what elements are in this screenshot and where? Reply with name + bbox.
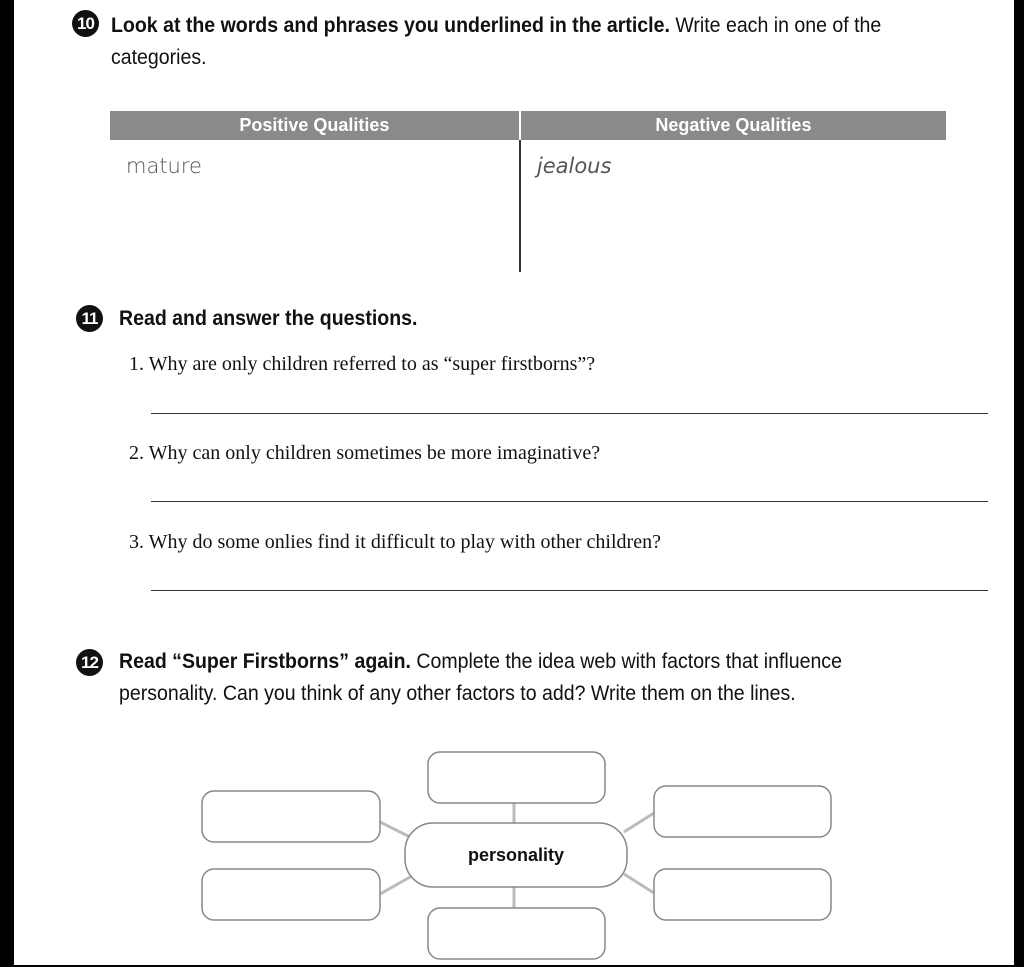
positive-answer: mature [126,154,202,178]
question-3: 3. Why do some onlies find it difficult to play with other children? [129,531,661,553]
web-box-top-left[interactable] [202,791,380,842]
web-box-bottom-right[interactable] [654,869,831,920]
exercise-10-bold-text: Look at the words and phrases you underlined in the article. [111,14,670,37]
web-box-bottom[interactable] [428,908,605,959]
idea-web [14,0,1014,965]
exercise-12-bold-text: Read “Super Firstborns” again. [119,650,411,673]
question-1: 1. Why are only children referred to as “super firstborns”? [129,353,596,375]
web-box-top-right[interactable] [654,786,831,837]
positive-qualities-header: Positive Qualities [110,111,520,140]
exercise-number-12: 12 [76,649,103,676]
exercise-12-text: Complete the idea web with factors that influence personality. Can you think of any other factors to add? Write them on the lines. [119,650,842,705]
exercise-number-11: 11 [76,305,103,332]
web-center-label: personality [467,845,565,865]
negative-answer: jealous [536,154,612,178]
web-box-top[interactable] [428,752,605,803]
exercise-10-text: Write each in one of the categories. [111,14,882,69]
web-box-bottom-left[interactable] [202,869,380,920]
question-2: 2. Why can only children sometimes be more imaginative? [129,442,601,464]
connector-bottom-left [380,876,412,894]
connector-top-right [624,813,654,832]
negative-qualities-header: Negative Qualities [520,111,946,140]
worksheet-page [14,0,1014,965]
exercise-11-bold-text: Read and answer the questions. [119,307,418,330]
exercise-number-10: 10 [72,10,99,37]
connector-top-left [380,822,412,838]
connector-bottom-right [624,874,654,893]
